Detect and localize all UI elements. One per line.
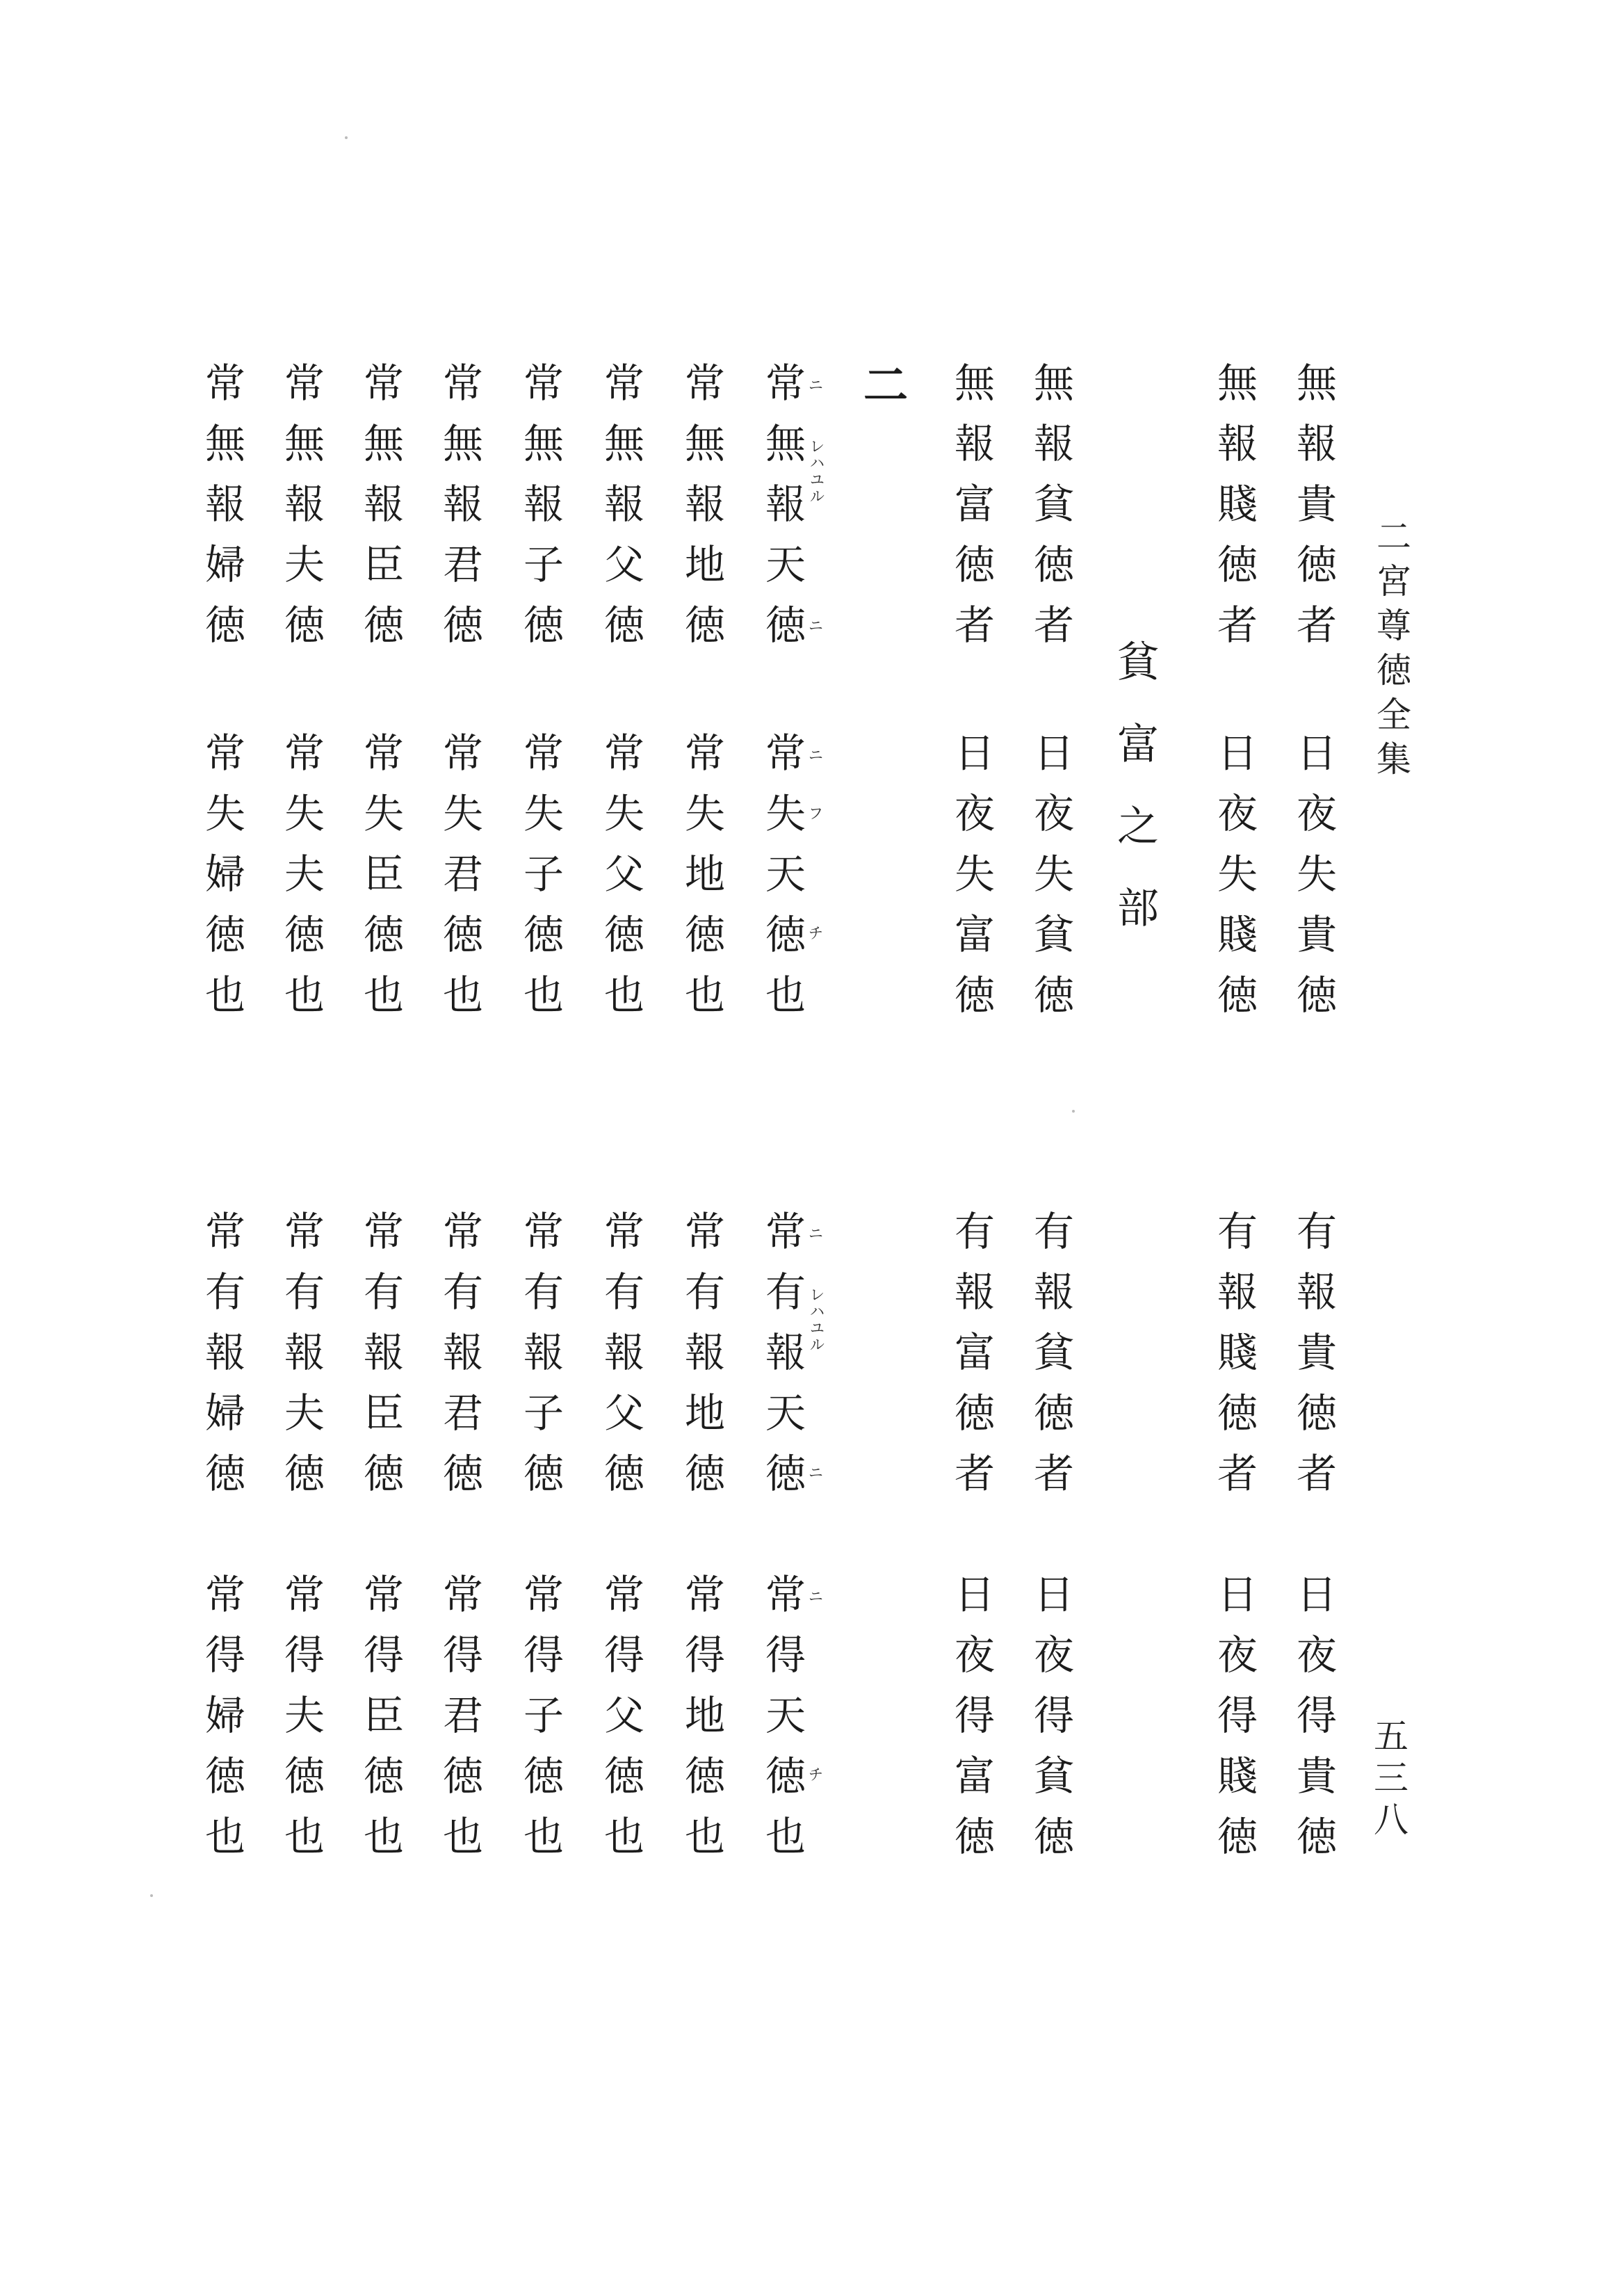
upper-block-col-2a: 常無報地徳 [678, 362, 725, 664]
lower-mid-col-1a: 有報貧徳者 [1027, 1210, 1074, 1512]
section-title: 貧富之部 [1110, 640, 1159, 968]
upper-right-col-2b: 日夜失賤徳 [1210, 732, 1258, 1034]
upper-block-col-5a: 常無報君徳 [436, 362, 483, 664]
upper-block-col-1a: 常無報天徳 [758, 362, 806, 664]
lower-mid-col-2a: 有報富徳者 [948, 1210, 995, 1512]
lower-block-col-8b: 常得婦徳也 [198, 1573, 245, 1875]
lower-block-col-2b: 常得地徳也 [678, 1573, 725, 1875]
upper-block-col-8a: 常無報婦徳 [198, 362, 245, 664]
upper-right-col-1a: 無報貴徳者 [1290, 362, 1337, 664]
lower-right-col-2b: 日夜得賤徳 [1210, 1573, 1258, 1875]
scan-speck [1072, 1110, 1075, 1113]
lower-block-col-2a: 常有報地徳 [678, 1210, 725, 1512]
upper-block-col-2b: 常失地徳也 [678, 732, 725, 1034]
upper-block-col-1b: 常失天徳也 [758, 732, 806, 1034]
lower-block-col-4a: 常有報子徳 [517, 1210, 564, 1512]
kunten-mark: ニ [806, 377, 823, 394]
lower-block-col-8a: 常有報婦徳 [198, 1210, 245, 1512]
lower-block-col-3b: 常得父徳也 [597, 1573, 644, 1875]
lower-block-col-1b: 常得天徳也 [758, 1573, 806, 1875]
upper-block-col-4b: 常失子徳也 [517, 732, 564, 1034]
lower-block-col-5a: 常有報君徳 [436, 1210, 483, 1512]
upper-mid-col-2b: 日夜失富徳 [948, 732, 995, 1034]
kunten-mark: レハユル [807, 438, 825, 505]
kunten-mark: ニ [806, 1588, 823, 1605]
upper-block-col-7b: 常失夫徳也 [277, 732, 325, 1034]
upper-mid-col-1b: 日夜失貧徳 [1027, 732, 1074, 1034]
upper-block-col-8b: 常失婦徳也 [198, 732, 245, 1034]
lower-block-col-7b: 常得夫徳也 [277, 1573, 325, 1875]
upper-block-col-3b: 常失父徳也 [597, 732, 644, 1034]
kunten-mark: ニ [806, 1464, 823, 1481]
kunten-mark: ニ [806, 747, 823, 764]
upper-block-col-5b: 常失君徳也 [436, 732, 483, 1034]
kunten-mark: ニ [806, 1225, 823, 1242]
upper-block-col-4a: 常無報子徳 [517, 362, 564, 664]
kunten-mark: フ [806, 805, 823, 822]
running-head: 二宮尊徳全集 [1371, 518, 1411, 785]
upper-mid-col-2a: 無報富徳者 [948, 362, 995, 664]
upper-right-col-1b: 日夜失貴徳 [1290, 732, 1337, 1034]
upper-block-col-3a: 常無報父徳 [597, 362, 644, 664]
upper-block-col-6a: 常無報臣徳 [357, 362, 404, 664]
lower-block-col-4b: 常得子徳也 [517, 1573, 564, 1875]
page-number: 五三八 [1368, 1718, 1408, 1843]
lower-block-col-5b: 常得君徳也 [436, 1573, 483, 1875]
lower-block-col-7a: 常有報夫徳 [277, 1210, 325, 1512]
lower-right-col-2a: 有報賤徳者 [1210, 1210, 1258, 1512]
section-number: 二 [856, 362, 908, 406]
scan-speck [150, 1894, 153, 1897]
lower-right-col-1a: 有報貴徳者 [1290, 1210, 1337, 1512]
upper-mid-col-1a: 無報貧徳者 [1027, 362, 1074, 664]
upper-right-col-2a: 無報賤徳者 [1210, 362, 1258, 664]
lower-block-col-6a: 常有報臣徳 [357, 1210, 404, 1512]
kunten-mark: レハユル [807, 1286, 825, 1353]
lower-right-col-1b: 日夜得貴徳 [1290, 1573, 1337, 1875]
lower-block-col-1a: 常有報天徳 [758, 1210, 806, 1512]
lower-mid-col-1b: 日夜得貧徳 [1027, 1573, 1074, 1875]
lower-block-col-6b: 常得臣徳也 [357, 1573, 404, 1875]
lower-mid-col-2b: 日夜得富徳 [948, 1573, 995, 1875]
kunten-mark: ニ [806, 618, 823, 634]
scan-speck [345, 136, 348, 139]
kunten-mark: チ [806, 925, 823, 942]
kunten-mark: チ [806, 1766, 823, 1783]
lower-block-col-3a: 常有報父徳 [597, 1210, 644, 1512]
upper-block-col-6b: 常失臣徳也 [357, 732, 404, 1034]
upper-block-col-7a: 常無報夫徳 [277, 362, 325, 664]
